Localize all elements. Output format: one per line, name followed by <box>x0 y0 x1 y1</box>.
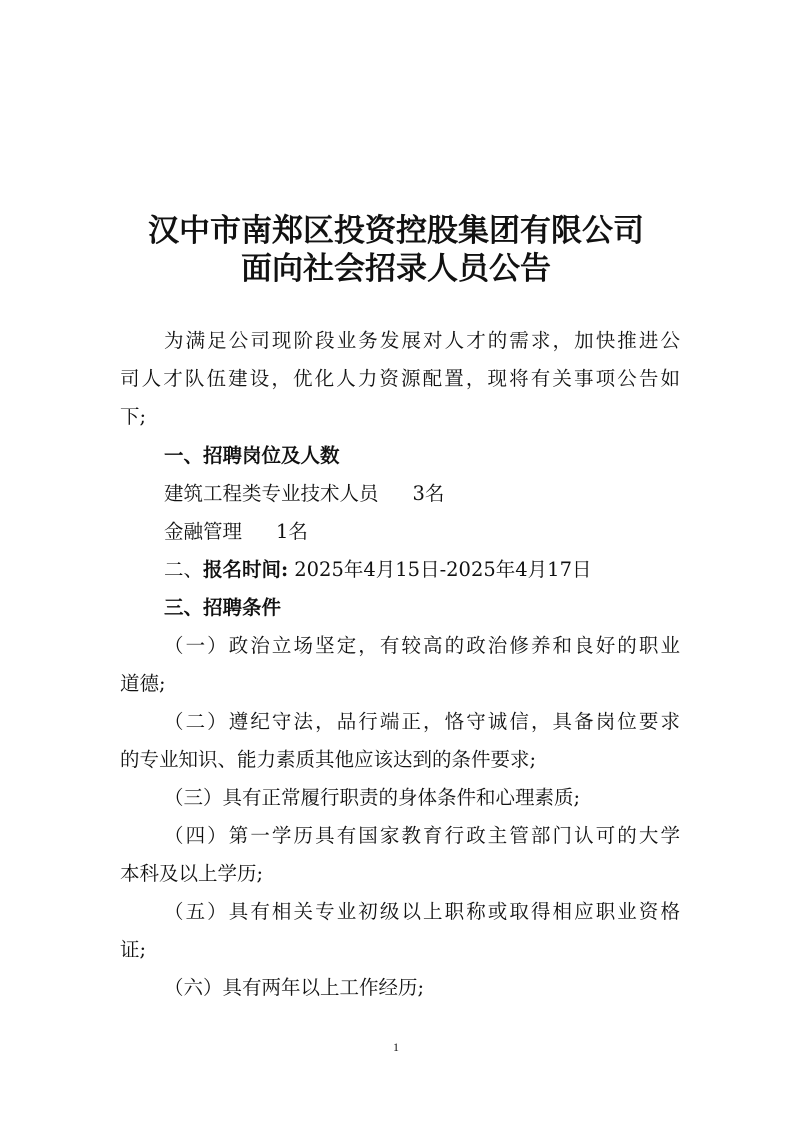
position-count: 3名 <box>412 482 445 505</box>
position-count: 1名 <box>276 520 308 543</box>
section-1-heading: 一、招聘岗位及人数 <box>164 444 340 467</box>
condition-2-line-1: （二）遵纪守法，品行端正，恪守诚信，具备岗位要求 <box>164 710 680 733</box>
document-title-line-1: 汉中市南郑区投资控股集团有限公司 <box>148 213 644 249</box>
condition-6-line-1: （六）具有两年以上工作经历; <box>164 976 425 999</box>
position-row <box>120 513 724 551</box>
section-2-label: 二、 <box>164 558 204 581</box>
position-name: 金融管理 <box>164 520 243 543</box>
condition-5-line-2: 证; <box>120 938 147 961</box>
condition-4-line-1: （四）第一学历具有国家教育行政主管部门认可的大学 <box>164 824 680 847</box>
position-name: 建筑工程类专业技术人员 <box>164 482 379 505</box>
condition-1-line-2: 道德; <box>120 672 166 695</box>
page-number: 1 <box>393 1040 399 1054</box>
position-row <box>120 475 724 513</box>
condition-1-line-1: （一）政治立场坚定，有较高的政治修养和良好的职业 <box>164 634 680 657</box>
section-2-heading: 报名时间: <box>203 558 289 581</box>
condition-2-line-2: 的专业知识、能力素质其他应该达到的条件要求; <box>120 748 537 771</box>
section-2-row <box>120 551 724 589</box>
section-3-heading: 三、招聘条件 <box>164 596 282 619</box>
condition-4-line-2: 本科及以上学历; <box>120 862 264 885</box>
intro-line-3: 下; <box>120 405 147 428</box>
intro-line-1: 为满足公司现阶段业务发展对人才的需求，加快推进公 <box>164 329 680 352</box>
condition-3-line-1: （三）具有正常履行职责的身体条件和心理素质; <box>164 786 581 809</box>
intro-line-2: 司人才队伍建设，优化人力资源配置，现将有关事项公告如 <box>120 367 680 390</box>
document-title-line-2: 面向社会招录人员公告 <box>241 251 551 287</box>
condition-5-line-1: （五）具有相关专业初级以上职称或取得相应职业资格 <box>164 900 680 923</box>
registration-dates: 2025年4月15日-2025年4月17日 <box>294 558 592 581</box>
